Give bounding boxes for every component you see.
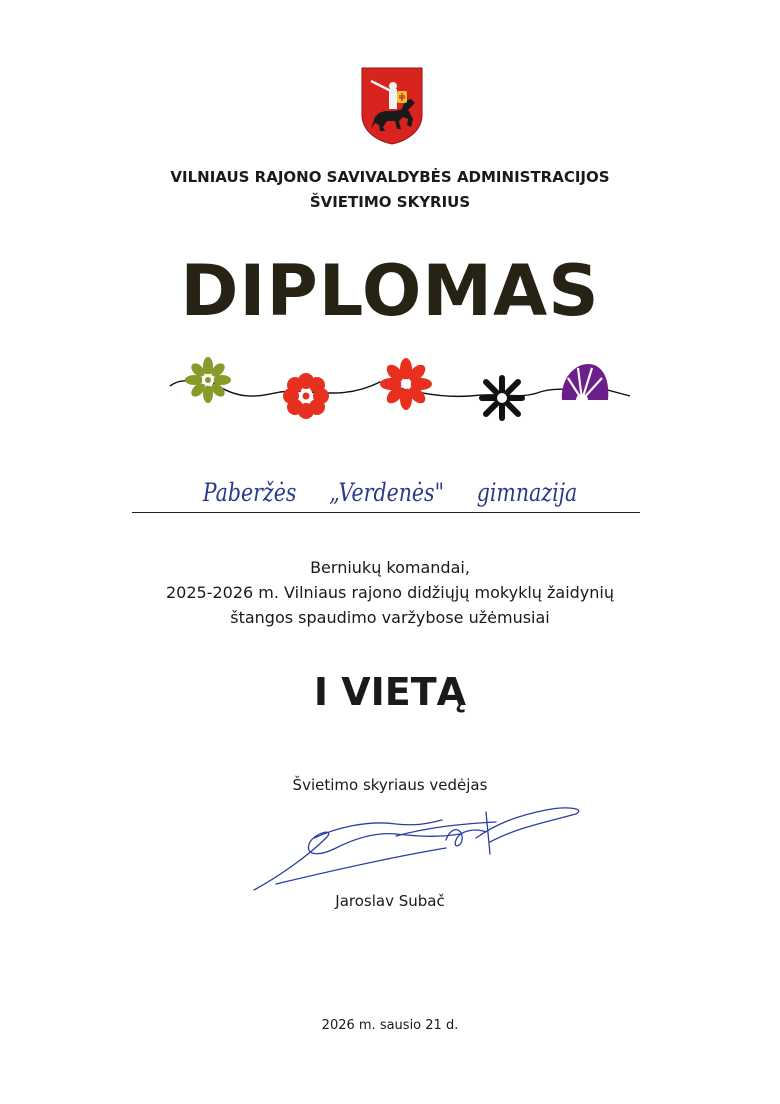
diploma-title: DIPLOMAS: [180, 250, 600, 332]
body-line-3: štangos spaudimo varžybose užėmusiai: [230, 608, 550, 627]
flower-olive-icon: [185, 357, 231, 403]
coat-of-arms-icon: [361, 67, 423, 145]
flower-garland-decoration: [160, 352, 640, 422]
recipient-handwritten-name: Paberžės „Verdenės" gimnazija: [202, 478, 578, 507]
flower-red-round-icon: [283, 373, 329, 419]
flower-purple-icon: [562, 364, 608, 406]
handwritten-signature: [246, 798, 592, 898]
flower-red-star-icon: [380, 358, 432, 410]
department-name: ŠVIETIMO SKYRIUS: [309, 193, 471, 211]
signatory-name: Jaroslav Subač: [335, 892, 445, 910]
organization-name: VILNIAUS RAJONO SAVIVALDYBĖS ADMINISTRACIJOS: [170, 168, 610, 186]
award-place: I VIETĄ: [313, 670, 467, 714]
signatory-position: Švietimo skyriaus vedėjas: [292, 776, 488, 794]
issue-date: 2026 m. sausio 21 d.: [321, 1018, 459, 1033]
recipient-underline: [132, 512, 640, 513]
body-line-2: 2025-2026 m. Vilniaus rajono didžiųjų mokyklų žaidynių: [165, 583, 614, 602]
flower-black-icon: [482, 378, 522, 418]
body-line-1: Berniukų komandai,: [310, 558, 470, 577]
